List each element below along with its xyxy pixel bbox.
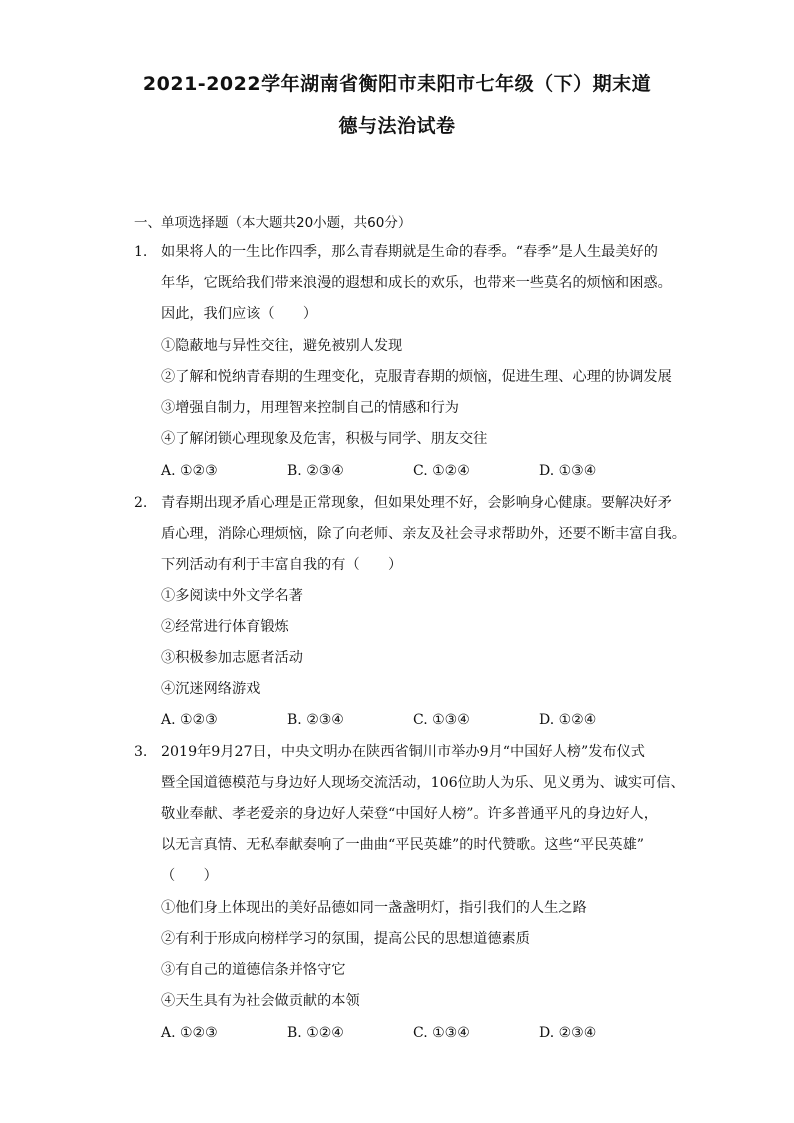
question-stem-line: 如果将人的一生比作四季，那么青春期就是生命的春季。“春季”是人生最美好的 bbox=[161, 244, 658, 260]
question-stem-line: 盾心理，消除心理烦恼，除了向老师、亲友及社会寻求帮助外，还要不断丰富自我。 bbox=[161, 526, 686, 542]
question-item: ②了解和悦纳青春期的生理变化，克服青春期的烦恼，促进生理、心理的协调发展 bbox=[161, 369, 672, 385]
question-stem-line: 2019年9月27日，中央文明办在陕西省铜川市举办9月“中国好人榜”发布仪式 bbox=[161, 744, 645, 760]
answer-option-a: A. ①②③ bbox=[161, 463, 218, 479]
answer-option-d: D. ①②④ bbox=[539, 712, 597, 728]
section-heading: 一、单项选择题（本大题共20小题，共60分） bbox=[134, 215, 412, 231]
exam-title-line-1: 2021-2022学年湖南省衡阳市耒阳市七年级（下）期末道 bbox=[142, 73, 652, 95]
question-item: ②经常进行体育锻炼 bbox=[161, 619, 289, 635]
question-item: ②有利于形成向榜样学习的氛围，提高公民的思想道德素质 bbox=[161, 931, 530, 947]
question-stem-line: 青春期出现矛盾心理是正常现象，但如果处理不好，会影响身心健康。要解决好矛 bbox=[161, 495, 672, 511]
question-item: ①他们身上体现出的美好品德如同一盏盏明灯，指引我们的人生之路 bbox=[161, 900, 587, 916]
question-item: ③增强自制力，用理智来控制自己的情感和行为 bbox=[161, 400, 459, 416]
question-item: ①隐蔽地与异性交往，避免被别人发现 bbox=[161, 338, 403, 354]
question-stem-line: （ ） bbox=[161, 868, 218, 884]
question-stem-line: 因此，我们应该（ ） bbox=[161, 306, 318, 322]
question-stem-line: 年华，它既给我们带来浪漫的遐想和成长的欢乐，也带来一些莫名的烦恼和困惑。 bbox=[161, 275, 672, 291]
question-number: 3. bbox=[134, 744, 148, 760]
answer-option-b: B. ①②④ bbox=[287, 1025, 344, 1041]
answer-option-b: B. ②③④ bbox=[287, 712, 344, 728]
answer-option-c: C. ①③④ bbox=[413, 1025, 470, 1041]
question-item: ④了解闭锁心理现象及危害，积极与同学、朋友交往 bbox=[161, 431, 488, 447]
question-item: ①多阅读中外文学名著 bbox=[161, 588, 303, 604]
exam-title-line-2: 德与法治试卷 bbox=[338, 115, 456, 137]
answer-option-b: B. ②③④ bbox=[287, 463, 344, 479]
question-item: ④沉迷网络游戏 bbox=[161, 681, 261, 697]
question-item: ④天生具有为社会做贡献的本领 bbox=[161, 993, 360, 1009]
question-item: ③有自己的道德信条并恪守它 bbox=[161, 962, 346, 978]
answer-option-d: D. ①③④ bbox=[539, 463, 597, 479]
question-stem-line: 敬业奉献、孝老爱亲的身边好人荣登“中国好人榜”。许多普通平凡的身边好人， bbox=[161, 806, 658, 822]
question-stem-line: 以无言真情、无私奉献奏响了一曲曲“平民英雄”的时代赞歌。这些“平民英雄” bbox=[161, 837, 645, 853]
answer-option-a: A. ①②③ bbox=[161, 712, 218, 728]
question-number: 1. bbox=[134, 244, 148, 260]
answer-option-c: C. ①②④ bbox=[413, 463, 470, 479]
question-number: 2. bbox=[134, 495, 148, 511]
answer-option-d: D. ②③④ bbox=[539, 1025, 597, 1041]
question-stem-line: 下列活动有利于丰富自我的有（ ） bbox=[161, 557, 403, 573]
question-stem-line: 暨全国道德模范与身边好人现场交流活动，106位助人为乐、见义勇为、诚实可信、 bbox=[161, 775, 685, 791]
answer-option-a: A. ①②③ bbox=[161, 1025, 218, 1041]
answer-option-c: C. ①③④ bbox=[413, 712, 470, 728]
question-item: ③积极参加志愿者活动 bbox=[161, 650, 303, 666]
